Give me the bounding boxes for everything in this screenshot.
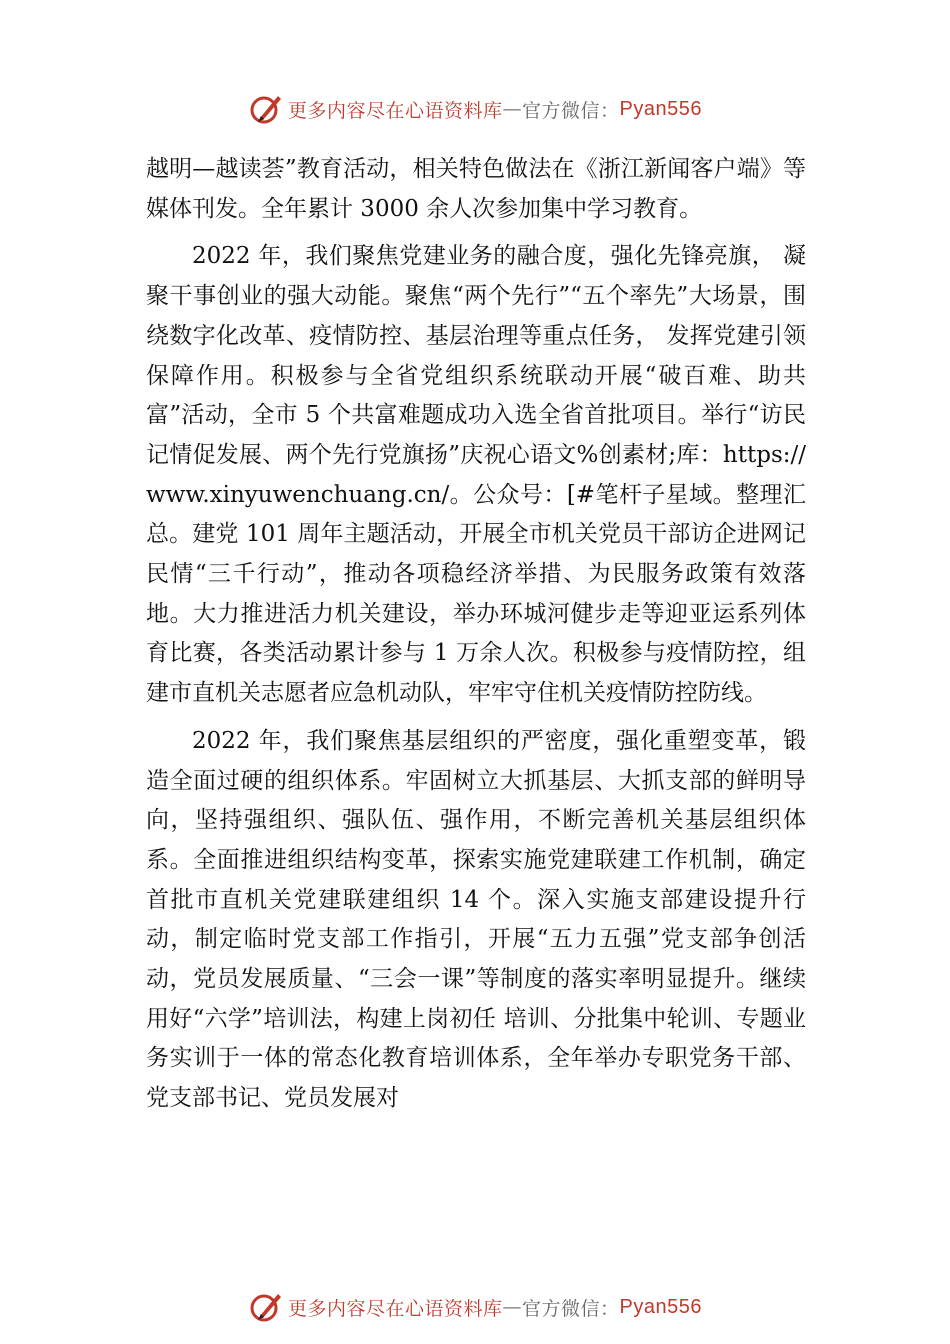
header-brand: 更多内容尽在心语资料库 xyxy=(288,99,503,122)
footer-dash: — xyxy=(502,1296,523,1318)
header-label: 官方微信： xyxy=(522,99,620,122)
paragraph-3: 2022 年，我们聚焦基层组织的严密度，强化重塑变革，锻造全面过硬的组织体系。牢固树立大抓基层、大抓支部的鲜明导向，坚持强组织、强队伍、强作用，不断完善机关基层组织体系。全面推进组织结构变革，探索实施党建联建工作机制，确定首批市直机关党建联建组织 14 个。深入实施支部建设提升行动，制定临时党支部工作指引，开展“五力五强”党支部争创活动，党员发展质量、“三会一课”等制度的落实率明显提升。继续用好“六学”培训法，构建上岗初任 培训、分批集中轮训、专题业务实训于一体的常态化教育培训体系，全年举办专职党务干部、党支部书记、党员发展对 xyxy=(146,727,806,1112)
document-body xyxy=(146,150,806,1119)
footer-banner xyxy=(0,1290,950,1324)
quill-logo-icon xyxy=(248,1290,284,1324)
header-dash: — xyxy=(502,98,523,120)
footer-label: 官方微信： xyxy=(522,1297,620,1320)
header-banner xyxy=(0,92,950,126)
paragraph-1: 越明—越读荟”教育活动，相关特色做法在《浙江新闻客户端》等媒体刊发。全年累计 3000 余人次参加集中学习教育。 xyxy=(146,156,806,222)
quill-logo-icon xyxy=(248,92,284,126)
footer-brand: 更多内容尽在心语资料库 xyxy=(288,1297,503,1320)
paragraph-2: 2022 年，我们聚焦党建业务的融合度，强化先锋亮旗， 凝聚干事创业的强大动能。聚焦“两个先行”“五个率先”大场景，围绕数字化改革、疫情防控、基层治理等重点任务， 发挥党建引领保障作用。积极参与全省党组织系统联动开展“破百难、助共富”活动，全市 5 个共富难题成功入选全省首批项目。举行“访民记情促发展、两个先行党旗扬”庆祝心语文%创素材;库：https://www.xinyuwenchuang.cn/。公众号：[#笔杆子星域。整理汇总。建党 101 周年主题活动，开展全市机关党员干部访企进网记民情“三千行动”，推动各项稳经济举措、为民服务政策有效落地。大力推进活力机关建设，举办环城河健步走等迎亚运系列体育比赛，各类活动累计参与 1 万余人次。积极参与疫情防控，组建市直机关志愿者应急机动队，牢牢守住机关疫情防控防线。 xyxy=(146,243,806,707)
header-wechat-id: Pyan556 xyxy=(619,97,702,120)
footer-wechat-id: Pyan556 xyxy=(619,1295,702,1318)
